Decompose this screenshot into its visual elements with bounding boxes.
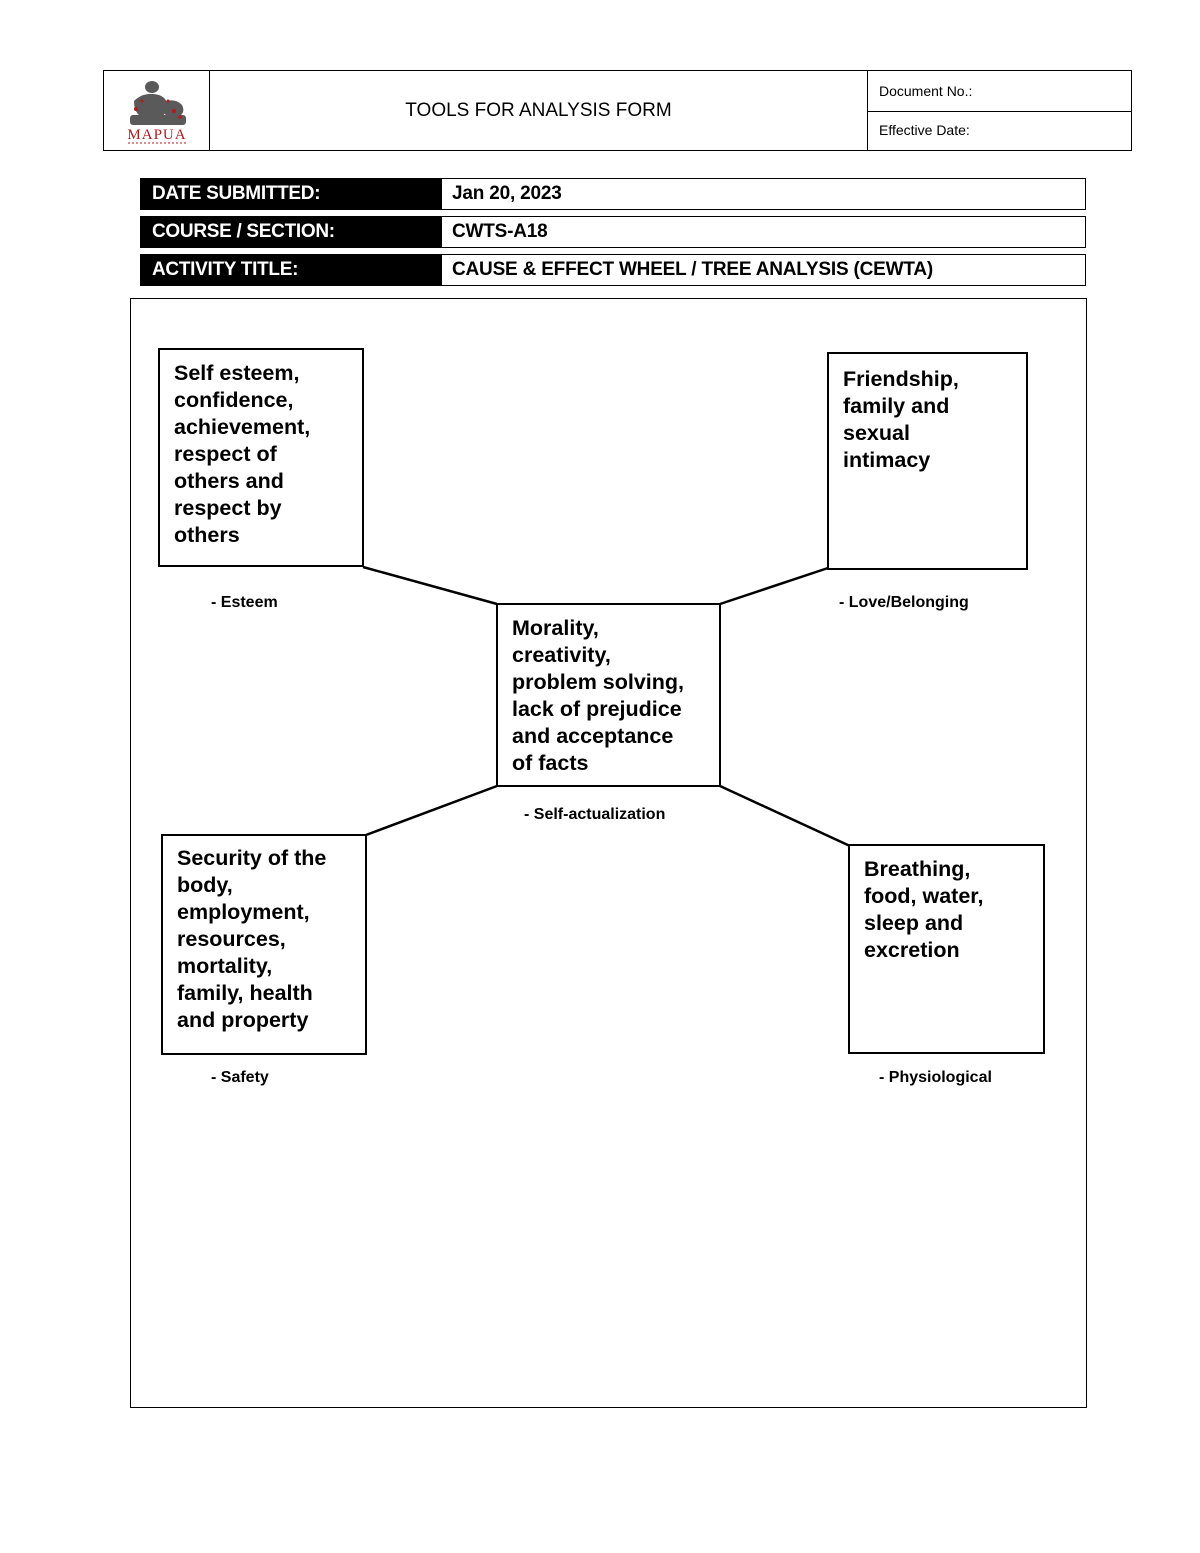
love-belonging-box: Friendship, family and sexual intimacy	[827, 352, 1028, 570]
connector-top-right	[720, 568, 828, 604]
physiological-caption: - Physiological	[879, 1069, 992, 1086]
date-submitted-value: Jan 20, 2023	[441, 178, 1086, 210]
activity-title-value: CAUSE & EFFECT WHEEL / TREE ANALYSIS (CEWTA)	[441, 254, 1086, 286]
effective-date-label: Effective Date:	[879, 122, 970, 139]
activity-title-label: ACTIVITY TITLE:	[140, 254, 441, 286]
logo-wordmark: MAPUA	[127, 127, 187, 143]
love-belonging-caption: - Love/Belonging	[839, 594, 969, 611]
form-title: TOOLS FOR ANALYSIS FORM	[210, 71, 868, 150]
safety-box: Security of the body, employment, resources, mortality, family, health and property	[161, 834, 367, 1055]
course-section-label: COURSE / SECTION:	[140, 216, 441, 248]
course-section-value: CWTS-A18	[441, 216, 1086, 248]
connector-top-left	[363, 567, 497, 604]
esteem-box: Self esteem, confidence, achievement, respect of others and respect by others	[158, 348, 364, 567]
date-submitted-label: DATE SUBMITTED:	[140, 178, 441, 210]
self-actualization-box: Morality, creativity, problem solving, lack of prejudice and acceptance of facts	[496, 603, 721, 787]
connector-bottom-right	[720, 786, 850, 846]
connector-bottom-left	[366, 786, 497, 835]
esteem-caption: - Esteem	[211, 594, 278, 611]
safety-caption: - Safety	[211, 1069, 269, 1086]
self-actualization-caption: - Self-actualization	[524, 806, 666, 823]
physiological-box: Breathing, food, water, sleep and excretion	[848, 844, 1045, 1054]
document-no-label: Document No.:	[868, 71, 1131, 112]
